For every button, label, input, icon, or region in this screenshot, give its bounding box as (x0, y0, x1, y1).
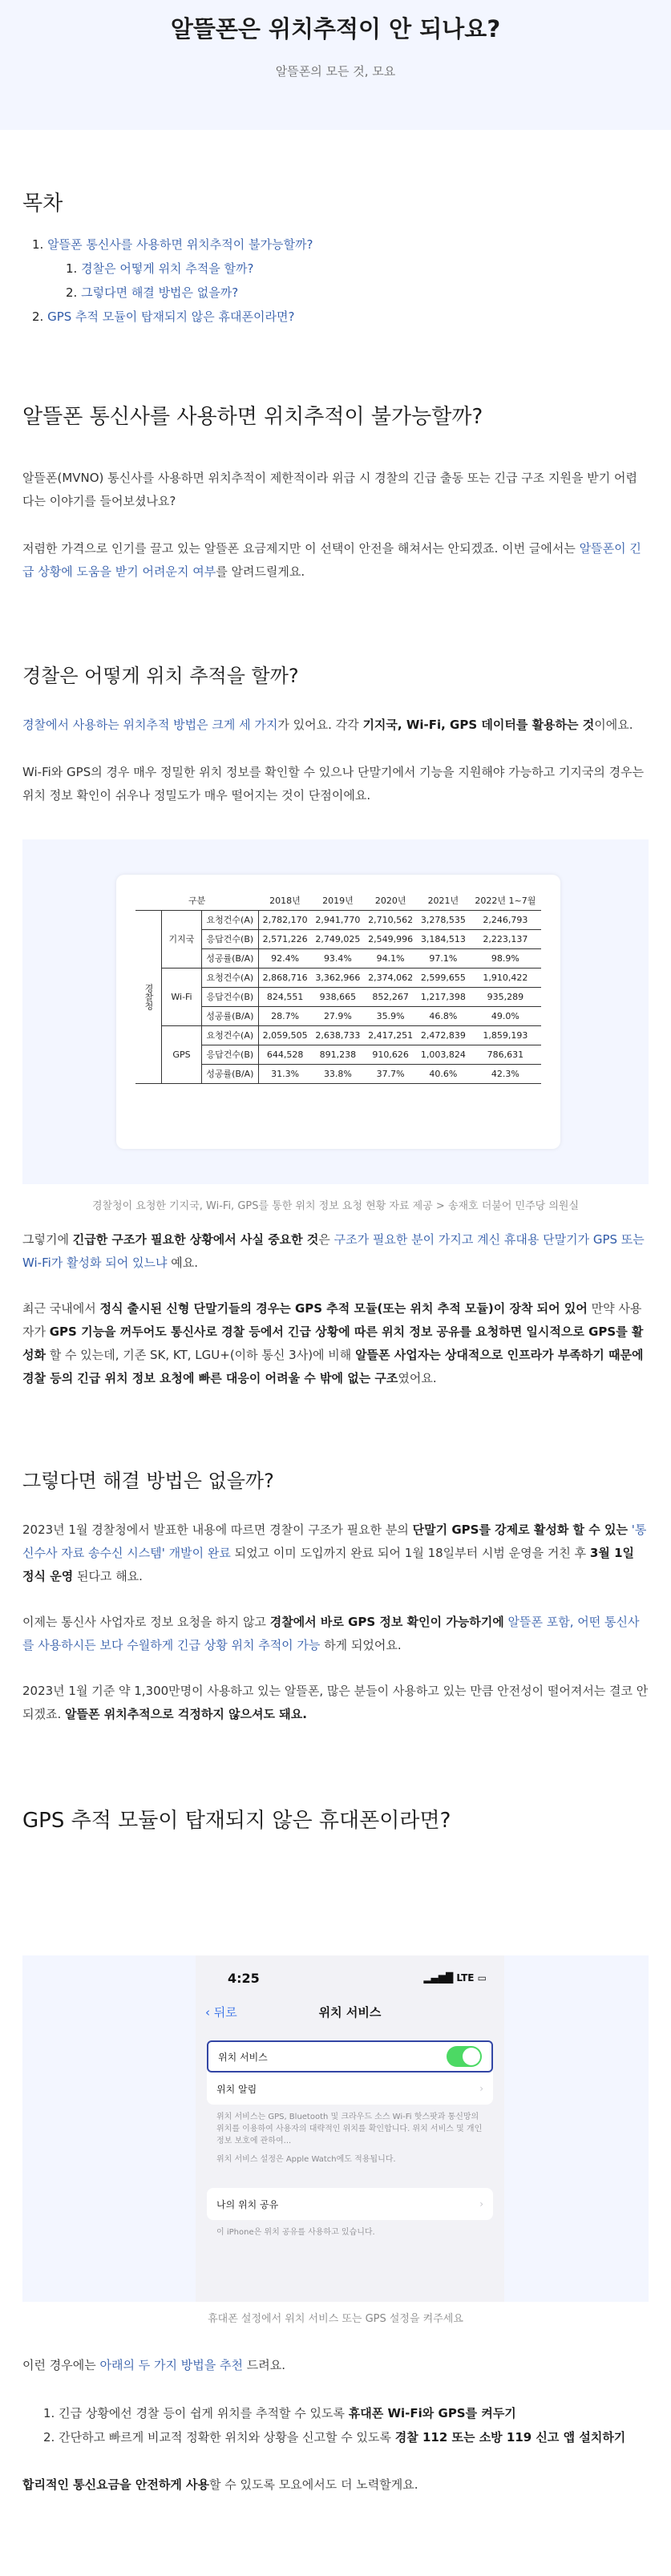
table-cell: 1,910,422 (470, 968, 541, 987)
method-label: Wi-Fi (162, 968, 202, 1025)
row-label: 응답건수(B) (202, 1045, 259, 1064)
table-cell: 37.7% (364, 1064, 417, 1083)
list-item: 2. 간단하고 빠르게 비교적 정확한 위치와 상황을 신고할 수 있도록 경찰 112 또는 소방 119 신고 앱 설치하기 (43, 2430, 626, 2445)
table-cell: 852,267 (364, 987, 417, 1006)
stats-table-image (116, 875, 560, 1149)
toc-item-2[interactable]: 2. GPS 추적 모듈이 탑재되지 않은 휴대폰이라면? (32, 309, 295, 324)
table-cell: 2,374,062 (364, 968, 417, 987)
table-row (135, 910, 541, 929)
stats-figure (22, 839, 649, 1184)
table-cell: 1,859,193 (470, 1025, 541, 1045)
table-header-cell: 2018년 (258, 891, 311, 910)
table-row (135, 968, 541, 987)
figure-caption-1: 경찰청이 요청한 기지국, Wi-Fi, GPS를 통한 위치 정보 요청 현황 자료 제공 > 송재호 더불어 민주당 의원실 (91, 1200, 580, 1212)
table-cell: 2,223,137 (470, 929, 541, 948)
location-alerts-row[interactable]: 위치 알림 › (216, 2083, 483, 2095)
table-cell: 3,362,966 (312, 968, 365, 987)
row-label: 응답건수(B) (202, 987, 259, 1006)
row-label: 응답건수(B) (202, 929, 259, 948)
s2-paragraph-2: Wi-Fi와 GPS의 경우 매우 정밀한 위치 정보를 확인할 수 있으나 단말기에서 기능을 지원해야 가능하고 기지국의 경우는 위치 정보 확인이 쉬우나 정밀도가 매우 떨어지는 것이 단점이에요. (22, 765, 645, 803)
toc-item-1-1[interactable]: 1. 경찰은 어떻게 위치 추적을 할까? (66, 261, 254, 276)
table-cell: 40.6% (417, 1064, 470, 1083)
s1-paragraph-1: 알뜰폰(MVNO) 통신사를 사용하면 위치추적이 제한적이라 위급 시 경찰의 긴급 출동 또는 긴급 구조 지원을 받기 어렵다는 이야기를 들어보셨나요? (22, 471, 638, 508)
table-cell: 94.1% (364, 948, 417, 968)
table-cell: 92.4% (258, 948, 311, 968)
table-cell: 33.8% (312, 1064, 365, 1083)
phone-figure (22, 1955, 649, 2302)
table-cell: 786,631 (470, 1045, 541, 1064)
table-cell: 910,626 (364, 1045, 417, 1064)
table-cell: 98.9% (470, 948, 541, 968)
table-cell: 28.7% (258, 1006, 311, 1025)
table-cell: 3,184,513 (417, 929, 470, 948)
location-services-toggle[interactable] (447, 2046, 482, 2067)
table-cell: 2,749,025 (312, 929, 365, 948)
table-row (135, 1025, 541, 1045)
table-cell: 2,417,251 (364, 1025, 417, 1045)
s3-paragraph-1: 2023년 1월 경찰청에서 발표한 내용에 따르면 경찰이 구조가 필요한 분의 단말기 GPS를 강제로 활성화 할 수 있는 '통신수사 자료 송수신 시스템' 개발이 완료 되었고 이미 도입까지 완료 되어 1월 18일부터 시범 운영을 거친 후 3월 1일 정식 운영 된다고 해요. (22, 1523, 647, 1583)
page-title: 알뜰폰은 위치추적이 안 되나요? (170, 15, 501, 42)
row-label: 요청건수(A) (202, 1025, 259, 1045)
settings-title: 위치 서비스 (318, 2005, 382, 2020)
carrier-label: LTE (456, 1972, 475, 1984)
table-cell: 35.9% (364, 1006, 417, 1025)
table-cell: 2,246,793 (470, 910, 541, 929)
s4-paragraph-2: 합리적인 통신요금을 안전하게 사용할 수 있도록 모요에서도 더 노력할게요. (22, 2477, 418, 2492)
toc-heading: 목차 (22, 192, 63, 216)
table-cell: 935,289 (470, 987, 541, 1006)
table-cell: 2,571,226 (258, 929, 311, 948)
table-cell: 2,868,716 (258, 968, 311, 987)
section-heading-1: 알뜰폰 통신사를 사용하면 위치추적이 불가능할까? (22, 405, 483, 429)
table-cell: 49.0% (470, 1006, 541, 1025)
share-note: 이 iPhone은 위치 공유를 사용하고 있습니다. (216, 2228, 375, 2237)
share-location-group (207, 2188, 493, 2220)
table-cell: 93.4% (312, 948, 365, 968)
hero (0, 0, 671, 130)
table-cell: 2,472,839 (417, 1025, 470, 1045)
chevron-left-icon: ‹ (205, 2005, 210, 2020)
share-my-location-row[interactable]: 나의 위치 공유 › (216, 2198, 483, 2210)
phone-screenshot (196, 1955, 504, 2302)
table-cell: 27.9% (312, 1006, 365, 1025)
table-cell: 42.3% (470, 1064, 541, 1083)
status-time: 4:25 (228, 1970, 260, 1986)
table-header-cell: 2022년 1~7월 (470, 891, 541, 910)
table-cell: 2,941,770 (312, 910, 365, 929)
table-cell: 46.8% (417, 1006, 470, 1025)
table-cell: 2,549,996 (364, 929, 417, 948)
table-header-cell: 2021년 (417, 891, 470, 910)
table-cell: 97.1% (417, 948, 470, 968)
table-cell: 2,710,562 (364, 910, 417, 929)
status-bar (196, 1955, 504, 2000)
table-header-cell: 2020년 (364, 891, 417, 910)
table-cell: 891,238 (312, 1045, 365, 1064)
solution-list (43, 2401, 649, 2449)
row-label: 성공률(B/A) (202, 1064, 259, 1083)
list-item: 1. 긴급 상황에선 경찰 등이 쉽게 위치를 추적할 수 있도록 휴대폰 Wi-Fi와 GPS를 켜두기 (43, 2406, 516, 2420)
row-label: 성공률(B/A) (202, 1006, 259, 1025)
location-settings-group (207, 2040, 493, 2105)
back-button[interactable]: ‹ 뒤로 (205, 2005, 237, 2020)
stats-table (135, 891, 541, 1084)
s3-paragraph-2: 이제는 통신사 사업자로 정보 요청을 하지 않고 경찰에서 바로 GPS 정보 확인이 가능하기에 알뜰폰 포함, 어떤 통신사를 사용하시든 보다 수월하게 긴급 상황 위치 추적이 가능 하게 되었어요. (22, 1615, 640, 1652)
method-label: GPS (162, 1025, 202, 1083)
group-label: 경찰청 (135, 910, 162, 1083)
s2-paragraph-3: 그렇기에 긴급한 구조가 필요한 상황에서 사실 중요한 것은 구조가 필요한 분이 가지고 계신 휴대용 단말기가 GPS 또는 Wi-Fi가 활성화 되어 있느냐 예요. (22, 1232, 645, 1270)
section-heading-2: 경찰은 어떻게 위치 추적을 할까? (22, 665, 299, 687)
table-cell: 1,003,824 (417, 1045, 470, 1064)
table-header-cell: 구분 (135, 891, 258, 910)
watch-note: 위치 서비스 설정은 Apple Watch에도 적용됩니다. (216, 2155, 396, 2164)
row-label: 요청건수(A) (202, 910, 259, 929)
signal-icon: ▂▄▆█ (423, 1972, 454, 1984)
settings-nav-bar (196, 2000, 504, 2024)
s3-paragraph-3: 2023년 1월 기준 약 1,300만명이 사용하고 있는 알뜰폰, 많은 분들이 사용하고 있는 만큼 안전성이 떨어져서는 결코 안되겠죠. 알뜰폰 위치추적으로 걱정하지 않으셔도 돼요. (22, 1684, 649, 1721)
table-cell: 2,638,733 (312, 1025, 365, 1045)
location-services-row[interactable]: 위치 서비스 (207, 2040, 493, 2073)
table-cell: 2,059,505 (258, 1025, 311, 1045)
s4-paragraph-1: 이런 경우에는 아래의 두 가지 방법을 추천 드려요. (22, 2358, 285, 2372)
row-label: 요청건수(A) (202, 968, 259, 987)
table-cell: 824,551 (258, 987, 311, 1006)
toc-item-1[interactable]: 1. 알뜰폰 통신사를 사용하면 위치추적이 불가능할까? (32, 237, 313, 252)
method-label: 기지국 (162, 910, 202, 968)
table-header-cell: 2019년 (312, 891, 365, 910)
figure-caption-2: 휴대폰 설정에서 위치 서비스 또는 GPS 설정을 켜주세요 (208, 2313, 463, 2325)
table-header-row (135, 891, 541, 910)
table-cell: 1,217,398 (417, 987, 470, 1006)
table-cell: 3,278,535 (417, 910, 470, 929)
s2-paragraph-4: 최근 국내에서 정식 출시된 신형 단말기들의 경우는 GPS 추적 모듈(또는 위치 추적 모듈)이 장착 되어 있어 만약 사용자가 GPS 기능을 꺼두어도 통신사로 경찰 등에서 긴급 상황에 따른 위치 정보 공유를 요청하면 일시적으로 GPS를 활성화 할 수 있는데, 기존 SK, KT, LGU+(이하 통신 3사)에 비해 알뜰폰 사업자는 상대적으로 인프라가 부족하기 때문에 경찰 등의 긴급 위치 정보 요청에 빠른 대응이 어려울 수 밖에 없는 구조였어요. (22, 1301, 644, 1385)
chevron-right-icon: › (479, 2198, 483, 2210)
toc-item-1-2[interactable]: 2. 그렇다면 해결 방법은 없을까? (66, 285, 239, 300)
s2-paragraph-1: 경찰에서 사용하는 위치추적 방법은 크게 세 가지가 있어요. 각각 기지국, Wi-Fi, GPS 데이터를 활용하는 것이에요. (22, 718, 633, 732)
table-cell: 2,782,170 (258, 910, 311, 929)
section-heading-3: 그렇다면 해결 방법은 없을까? (22, 1470, 274, 1492)
table-cell: 31.3% (258, 1064, 311, 1083)
table-of-contents (22, 233, 649, 329)
page-subtitle: 알뜰폰의 모든 것, 모요 (275, 64, 396, 79)
table-cell: 644,528 (258, 1045, 311, 1064)
table-cell: 938,665 (312, 987, 365, 1006)
location-note: 위치 서비스는 GPS, Bluetooth 및 크라우드 소스 Wi-Fi 핫스팟과 통신망의 위치를 이용하여 사용자의 대략적인 위치를 확인합니다. 위치 서비스 및 개인정보 보호에 관하여... (216, 2113, 483, 2145)
chevron-right-icon: › (479, 2083, 483, 2094)
table-cell: 2,599,655 (417, 968, 470, 987)
s1-paragraph-2: 저렴한 가격으로 인기를 끌고 있는 알뜰폰 요금제지만 이 선택이 안전을 해쳐서는 안되겠죠. 이번 글에서는 알뜰폰이 긴급 상황에 도움을 받기 어려운지 여부를 알려드릴게요. (22, 541, 641, 579)
section-heading-4: GPS 추적 모듈이 탑재되지 않은 휴대폰이라면? (22, 1809, 451, 1833)
battery-icon: ▭ (477, 1972, 487, 1984)
row-label: 성공률(B/A) (202, 948, 259, 968)
